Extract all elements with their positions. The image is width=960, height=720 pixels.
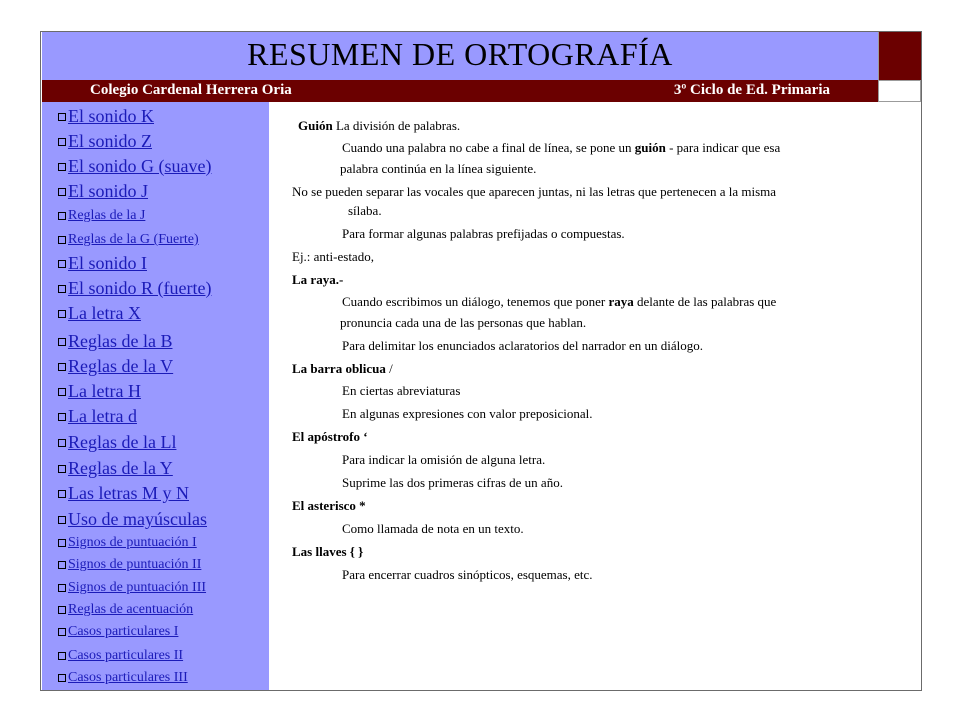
sidebar-item-puntuacion-3[interactable]	[58, 580, 206, 596]
sidebar-item-reglas-y[interactable]	[58, 458, 173, 479]
sidebar-item-label[interactable]: Reglas de acentuación	[68, 602, 194, 617]
sidebar-item-label[interactable]: La letra d	[68, 406, 137, 426]
text-line	[342, 140, 780, 156]
course-level: 3º Ciclo de Ed. Primaria	[673, 82, 830, 98]
text-line: palabra continúa en la línea siguiente.	[340, 161, 537, 176]
sidebar-item-letra-x[interactable]	[58, 303, 141, 324]
checkbox-bullet-icon	[58, 338, 66, 346]
text-line: Cuando una palabra no cabe a final de línea, se pone un	[342, 140, 635, 155]
page-title: RESUMEN DE ORTOGRAFÍA	[247, 36, 673, 72]
text-line: /	[385, 361, 393, 376]
sidebar-item-reglas-g[interactable]	[58, 232, 199, 248]
sidebar-item-label[interactable]: Casos particulares I	[68, 624, 179, 639]
emphasis: guión	[634, 140, 666, 155]
sidebar-item-reglas-ll[interactable]	[58, 432, 176, 453]
title-bar	[42, 32, 878, 80]
sidebar-item-casos-2[interactable]	[58, 648, 183, 664]
text-line: No se pueden separar las vocales que aparecen juntas, ni las letras que pertenecen a la misma	[292, 184, 777, 199]
text-line: La división de palabras.	[332, 118, 461, 133]
text-line	[342, 294, 776, 310]
checkbox-bullet-icon	[58, 539, 66, 547]
sidebar-nav	[42, 102, 269, 690]
sidebar-item-reglas-j[interactable]	[58, 208, 145, 224]
section-heading	[292, 498, 366, 514]
emphasis: raya	[608, 294, 634, 309]
checkbox-bullet-icon	[58, 388, 66, 396]
checkbox-bullet-icon	[58, 363, 66, 371]
sidebar-item-label[interactable]: La letra H	[68, 381, 141, 401]
sidebar-item-label[interactable]: Signos de puntuación III	[68, 580, 207, 595]
school-name: Colegio Cardenal Herrera Oria	[90, 82, 292, 98]
sidebar-item-letra-h[interactable]	[58, 381, 141, 402]
sidebar-item-sonido-i[interactable]	[58, 253, 147, 274]
sidebar-item-reglas-b[interactable]	[58, 331, 172, 352]
sidebar-item-sonido-r[interactable]	[58, 278, 211, 299]
sidebar-item-acentuacion[interactable]	[58, 602, 193, 618]
sidebar-item-mayusculas[interactable]	[58, 509, 207, 530]
sidebar-item-sonido-j[interactable]	[58, 181, 148, 202]
section-heading: Las llaves { }	[292, 544, 364, 559]
text-line: pronuncia cada una de las personas que hablan.	[340, 315, 587, 330]
sidebar-item-letras-m-n[interactable]	[58, 483, 189, 504]
checkbox-bullet-icon	[58, 674, 66, 682]
checkbox-bullet-icon	[58, 465, 66, 473]
text-line: - para indicar que esa	[665, 140, 781, 155]
section-heading	[292, 272, 343, 288]
text-line: En algunas expresiones con valor preposicional.	[342, 406, 593, 421]
checkbox-bullet-icon	[58, 212, 66, 220]
guion-heading-line	[298, 118, 460, 134]
sidebar-item-sonido-k[interactable]	[58, 106, 154, 127]
text-line: Cuando escribimos un diálogo, tenemos que poner	[342, 294, 609, 309]
checkbox-bullet-icon	[58, 628, 66, 636]
sidebar-item-label[interactable]: Reglas de la J	[68, 208, 146, 223]
sidebar-item-label[interactable]: Signos de puntuación I	[68, 535, 197, 550]
checkbox-bullet-icon	[58, 490, 66, 498]
sidebar-item-letra-d[interactable]	[58, 406, 137, 427]
sidebar-item-label[interactable]: El sonido K	[68, 106, 155, 126]
checkbox-bullet-icon	[58, 584, 66, 592]
text-line: Para formar algunas palabras prefijadas o compuestas.	[342, 226, 625, 241]
sidebar-item-label[interactable]: El sonido Z	[68, 131, 152, 151]
section-heading: El asterisco *	[292, 498, 366, 513]
checkbox-bullet-icon	[58, 163, 66, 171]
sidebar-item-puntuacion-1[interactable]	[58, 535, 197, 551]
section-heading: Guión	[298, 118, 333, 133]
text-line: Ej.: anti-estado,	[292, 249, 374, 264]
sidebar-item-label[interactable]: Reglas de la G (Fuerte)	[68, 232, 199, 247]
checkbox-bullet-icon	[58, 606, 66, 614]
corner-block	[878, 32, 921, 80]
sidebar-item-label[interactable]: Casos particulares III	[68, 670, 188, 685]
sidebar-item-label[interactable]: Reglas de la V	[68, 356, 174, 376]
sidebar-item-label[interactable]: Reglas de la Y	[68, 458, 173, 478]
text-line: Suprime las dos primeras cifras de un año.	[342, 475, 563, 490]
sidebar-item-label[interactable]: Reglas de la Ll	[68, 432, 177, 452]
sidebar-item-label[interactable]: El sonido G (suave)	[68, 156, 212, 176]
sidebar-item-label[interactable]: El sonido I	[68, 253, 147, 273]
section-heading: La raya.-	[292, 272, 344, 287]
checkbox-bullet-icon	[58, 285, 66, 293]
checkbox-bullet-icon	[58, 310, 66, 318]
sidebar-item-casos-3[interactable]	[58, 670, 188, 686]
checkbox-bullet-icon	[58, 113, 66, 121]
checkbox-bullet-icon	[58, 188, 66, 196]
sidebar-item-label[interactable]: El sonido J	[68, 181, 149, 201]
checkbox-bullet-icon	[58, 260, 66, 268]
sidebar-item-label[interactable]: Reglas de la B	[68, 331, 173, 351]
sidebar-item-label[interactable]: Las letras M y N	[68, 483, 189, 503]
text-line: Para encerrar cuadros sinópticos, esquemas, etc.	[342, 567, 593, 582]
text-line: sílaba.	[348, 203, 382, 218]
section-heading	[292, 429, 368, 445]
section-heading	[292, 544, 363, 560]
sidebar-item-sonido-g[interactable]	[58, 156, 211, 177]
checkbox-bullet-icon	[58, 561, 66, 569]
text-line: Para indicar la omisión de alguna letra.	[342, 452, 546, 467]
section-heading-line	[292, 361, 393, 377]
sidebar-item-sonido-z[interactable]	[58, 131, 152, 152]
sidebar-item-puntuacion-2[interactable]	[58, 557, 201, 573]
checkbox-bullet-icon	[58, 652, 66, 660]
section-heading: La barra oblicua	[292, 361, 386, 376]
sidebar-item-label[interactable]: El sonido R (fuerte)	[68, 278, 212, 298]
checkbox-bullet-icon	[58, 413, 66, 421]
sidebar-item-label[interactable]: Casos particulares II	[68, 648, 184, 663]
sidebar-item-label[interactable]: La letra X	[68, 303, 141, 323]
sidebar-item-label[interactable]: Uso de mayúsculas	[68, 509, 207, 529]
corner-block-small	[878, 80, 921, 102]
text-line: Para delimitar los enunciados aclaratorios del narrador en un diálogo.	[342, 338, 703, 353]
text-line: En ciertas abreviaturas	[342, 383, 461, 398]
checkbox-bullet-icon	[58, 236, 66, 244]
subtitle-bar	[42, 80, 878, 102]
section-heading: El apóstrofo ‘	[292, 429, 368, 444]
checkbox-bullet-icon	[58, 516, 66, 524]
text-line: delante de las palabras que	[633, 294, 777, 309]
sidebar-item-casos-1[interactable]	[58, 624, 178, 640]
checkbox-bullet-icon	[58, 439, 66, 447]
sidebar-item-reglas-v[interactable]	[58, 356, 173, 377]
sidebar-item-label[interactable]: Signos de puntuación II	[68, 557, 202, 572]
text-line: Como llamada de nota en un texto.	[342, 521, 524, 536]
checkbox-bullet-icon	[58, 138, 66, 146]
main-content	[270, 102, 920, 690]
